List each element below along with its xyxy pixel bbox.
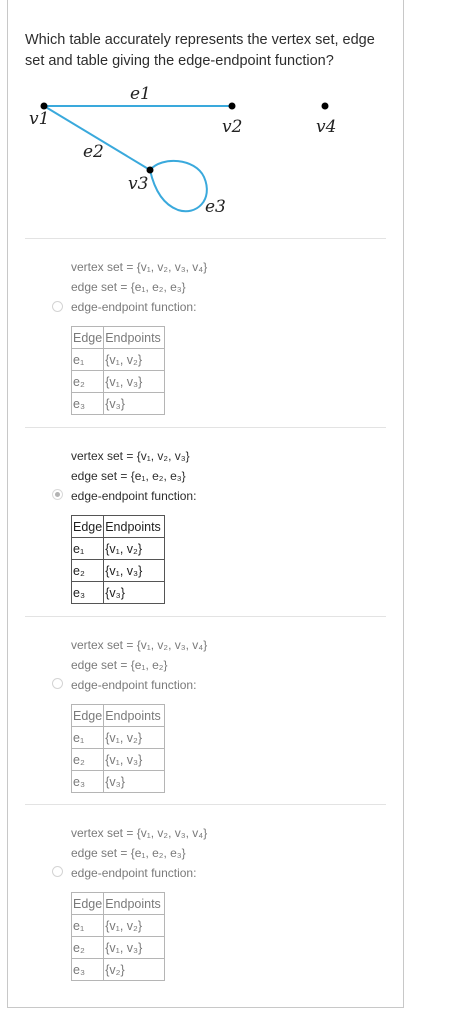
function-label: edge-endpoint function: [71, 489, 197, 503]
option-text [71, 257, 207, 317]
table-header: Endpoints [104, 327, 165, 349]
vertex-set-text: vertex set = {v₁, v₂, v₃, v₄} [71, 638, 208, 652]
edge-e3-loop [150, 161, 207, 211]
label-v3: v3 [128, 174, 149, 194]
vertex-v3 [147, 167, 154, 174]
table-header: Edge [72, 705, 104, 727]
edge-endpoint-table [71, 326, 165, 415]
label-e2: e2 [83, 142, 104, 162]
table-row: e₁ {v₁, v₂} [72, 538, 165, 560]
label-v2: v2 [222, 117, 243, 137]
label-v4: v4 [316, 117, 337, 137]
option-text [71, 446, 196, 506]
table-header: Edge [72, 893, 104, 915]
label-e3: e3 [205, 197, 226, 217]
edge-set-text: edge set = {e₁, e₂, e₃} [71, 280, 186, 294]
option-text [71, 823, 207, 883]
table-header: Endpoints [104, 705, 165, 727]
table-row: e₁ {v₁, v₂} [72, 727, 165, 749]
divider [25, 804, 386, 805]
divider [25, 238, 386, 239]
table-row: e₃ {v₂} [72, 959, 165, 981]
table-header: Edge [72, 327, 104, 349]
table-row: e₁ {v₁, v₂} [72, 349, 165, 371]
edge-endpoint-table [71, 515, 165, 604]
function-label: edge-endpoint function: [71, 866, 197, 880]
option-text [71, 635, 207, 695]
table-row: e₃ {v₃} [72, 393, 165, 415]
label-e1: e1 [130, 84, 151, 104]
table-row: e₂ {v₁, v₃} [72, 371, 165, 393]
table-header: Endpoints [104, 893, 165, 915]
radio-button[interactable] [52, 678, 63, 689]
radio-button[interactable] [52, 866, 63, 877]
vertex-v4 [322, 103, 329, 110]
edge-set-text: edge set = {e₁, e₂} [71, 658, 168, 672]
table-row: e₂ {v₁, v₃} [72, 937, 165, 959]
radio-button-selected[interactable] [52, 489, 63, 500]
edge-set-text: edge set = {e₁, e₂, e₃} [71, 469, 186, 483]
graph-diagram [0, 0, 474, 230]
vertex-set-text: vertex set = {v₁, v₂, v₃} [71, 449, 190, 463]
table-header: Endpoints [104, 516, 165, 538]
table-header: Edge [72, 516, 104, 538]
table-row: e₃ {v₃} [72, 582, 165, 604]
edge-endpoint-table [71, 704, 165, 793]
edge-endpoint-table [71, 892, 165, 981]
table-row: e₂ {v₁, v₃} [72, 560, 165, 582]
question-text: Which table accurately represents the vertex set, edge set and table giving the edge-endpoint function? [25, 32, 375, 69]
vertex-set-text: vertex set = {v₁, v₂, v₃, v₄} [71, 260, 208, 274]
edge-set-text: edge set = {e₁, e₂, e₃} [71, 846, 186, 860]
function-label: edge-endpoint function: [71, 300, 197, 314]
divider [25, 616, 386, 617]
vertex-v2 [229, 103, 236, 110]
vertex-set-text: vertex set = {v₁, v₂, v₃, v₄} [71, 826, 208, 840]
table-row: e₁ {v₁, v₂} [72, 915, 165, 937]
table-row: e₃ {v₃} [72, 771, 165, 793]
label-v1: v1 [29, 109, 50, 129]
table-row: e₂ {v₁, v₃} [72, 749, 165, 771]
function-label: edge-endpoint function: [71, 678, 197, 692]
radio-button[interactable] [52, 301, 63, 312]
divider [25, 427, 386, 428]
